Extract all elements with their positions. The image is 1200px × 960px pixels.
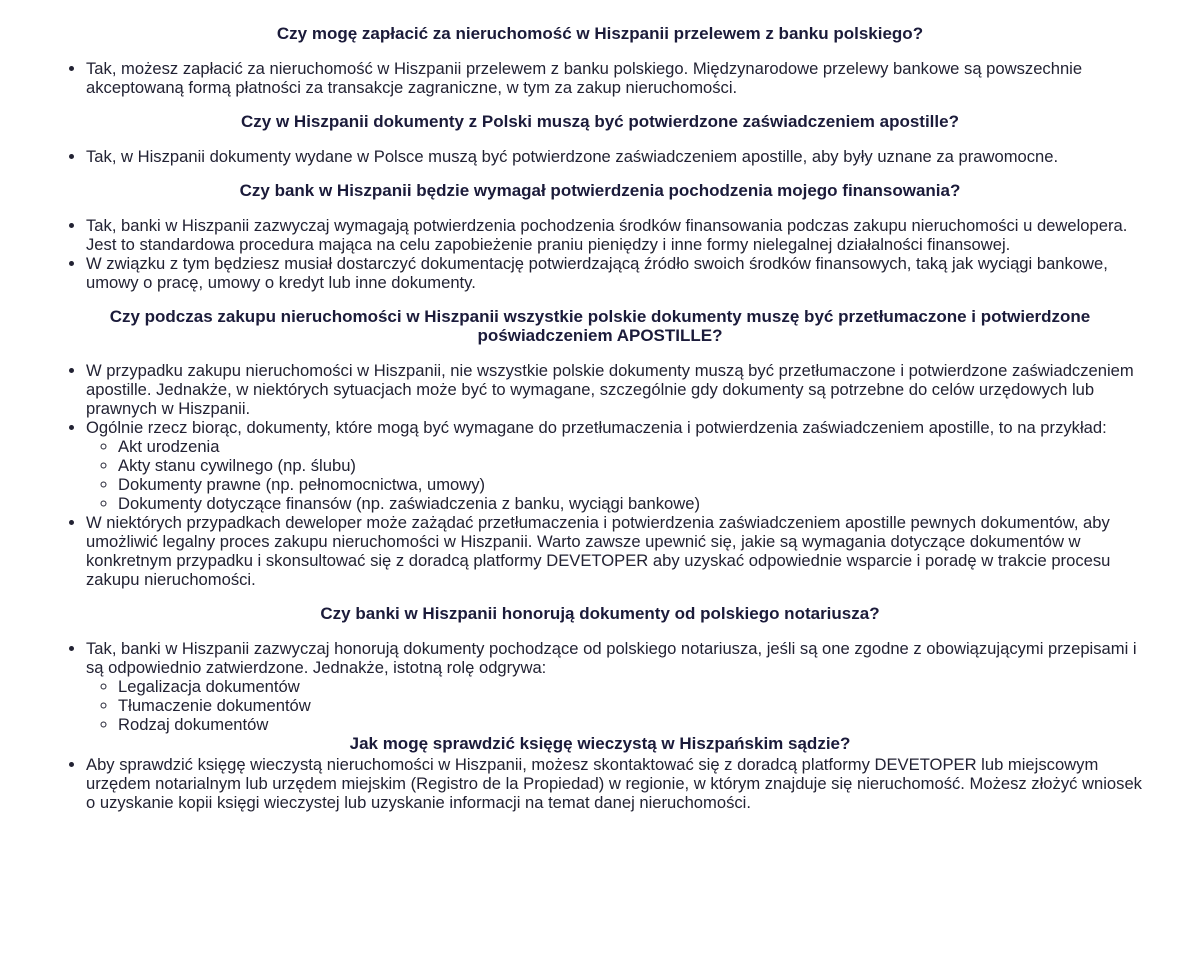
- answer-list: [56, 59, 1144, 97]
- answer-bullet: • Tak, w Hiszpanii dokumenty wydane w Polsce muszą być potwierdzone zaświadczeniem apostille, aby były uznane za prawomocne.: [86, 147, 1144, 166]
- answer-bullet-text: Ogólnie rzecz biorąc, dokumenty, które mogą być wymagane do przetłumaczenia i potwierdzenia zaświadczeniem apostille, to na przykład:: [86, 418, 1107, 437]
- answer-bullet: • W związku z tym będziesz musiał dostarczyć dokumentację potwierdzającą źródło swoich środków finansowych, taką jak wyciągi bankowe, umowy o pracę, umowy o kredyt lub inne dokumenty.: [86, 254, 1144, 292]
- sub-bullet: ◦ Rodzaj dokumentów: [118, 715, 1144, 734]
- sub-bullet: ◦ Akty stanu cywilnego (np. ślubu): [118, 456, 1144, 475]
- answer-list: [56, 361, 1144, 589]
- answer-bullet: • Tak, możesz zapłacić za nieruchomość w Hiszpanii przelewem z banku polskiego. Międzynarodowe przelewy bankowe są powszechnie akceptowaną formą płatności za transakcje zagraniczne, w tym za zakup nieruchomości.: [86, 59, 1144, 97]
- answer-bullet-text: Tak, banki w Hiszpanii zazwyczaj honorują dokumenty pochodzące od polskiego notariusza, jeśli są one zgodne z obowiązującymi przepisami i są odpowiednio zatwierdzone. Jednakże, istotną rolę odgrywa:: [86, 639, 1137, 677]
- question-heading: Czy w Hiszpanii dokumenty z Polski muszą być potwierdzone zaświadczeniem apostille?: [241, 112, 959, 131]
- answer-bullet: • Aby sprawdzić księgę wieczystą nieruchomości w Hiszpanii, możesz skontaktować się z doradcą platformy DEVETOPER lub miejscowym urzędem notarialnym lub urzędem miejskim (Registro de la Propiedad) w regionie, w którym znajduje się nieruchomość. Możesz złożyć wniosek o uzyskanie kopii księgi wieczystej lub uzyskanie informacji na temat danej nieruchomości.: [86, 755, 1144, 812]
- sub-list: [86, 437, 1144, 513]
- sub-bullet: ◦ Dokumenty prawne (np. pełnomocnictwa, umowy): [118, 475, 1144, 494]
- answer-list: [56, 755, 1144, 812]
- sub-bullet: ◦ Legalizacja dokumentów: [118, 677, 1144, 696]
- sub-bullet: ◦ Dokumenty dotyczące finansów (np. zaświadczenia z banku, wyciągi bankowe): [118, 494, 1144, 513]
- question-heading: Czy bank w Hiszpanii będzie wymagał potwierdzenia pochodzenia mojego finansowania?: [239, 181, 961, 200]
- question-heading: Jak mogę sprawdzić księgę wieczystą w Hiszpańskim sądzie?: [349, 734, 851, 753]
- answer-bullet: [86, 418, 1144, 513]
- question-heading: Czy banki w Hiszpanii honorują dokumenty od polskiego notariusza?: [320, 604, 880, 623]
- answer-list: [56, 216, 1144, 292]
- question-heading: Czy mogę zapłacić za nieruchomość w Hiszpanii przelewem z banku polskiego?: [276, 24, 924, 43]
- question-heading: Czy podczas zakupu nieruchomości w Hiszpanii wszystkie polskie dokumenty muszę być przetłumaczone i potwierdzone poświadczeniem APOSTILLE?: [109, 307, 1091, 345]
- answer-bullet: [86, 639, 1144, 734]
- sub-list: [86, 677, 1144, 734]
- answer-bullet: • W przypadku zakupu nieruchomości w Hiszpanii, nie wszystkie polskie dokumenty muszą być przetłumaczone i potwierdzone zaświadczeniem apostille. Jednakże, w niektórych sytuacjach może być to wymagane, szczególnie gdy dokumenty są potrzebne do celów urzędowych lub prawnych w Hiszpanii.: [86, 361, 1144, 418]
- answer-list: [56, 147, 1144, 166]
- sub-bullet: ◦ Tłumaczenie dokumentów: [118, 696, 1144, 715]
- answer-list: [56, 639, 1144, 734]
- answer-bullet: • Tak, banki w Hiszpanii zazwyczaj wymagają potwierdzenia pochodzenia środków finansowania podczas zakupu nieruchomości u dewelopera. Jest to standardowa procedura mająca na celu zapobieżenie praniu pieniędzy i inne formy nielegalnej działalności finansowej.: [86, 216, 1144, 254]
- answer-bullet: • W niektórych przypadkach deweloper może zażądać przetłumaczenia i potwierdzenia zaświadczeniem apostille pewnych dokumentów, aby umożliwić legalny proces zakupu nieruchomości w Hiszpanii. Warto zawsze upewnić się, jakie są wymagania dotyczące dokumentów w konkretnym przypadku i skonsultować się z doradcą platformy DEVETOPER aby uzyskać odpowiednie wsparcie i poradę w trakcie procesu zakupu nieruchomości.: [86, 513, 1144, 589]
- sub-bullet: ◦ Akt urodzenia: [118, 437, 1144, 456]
